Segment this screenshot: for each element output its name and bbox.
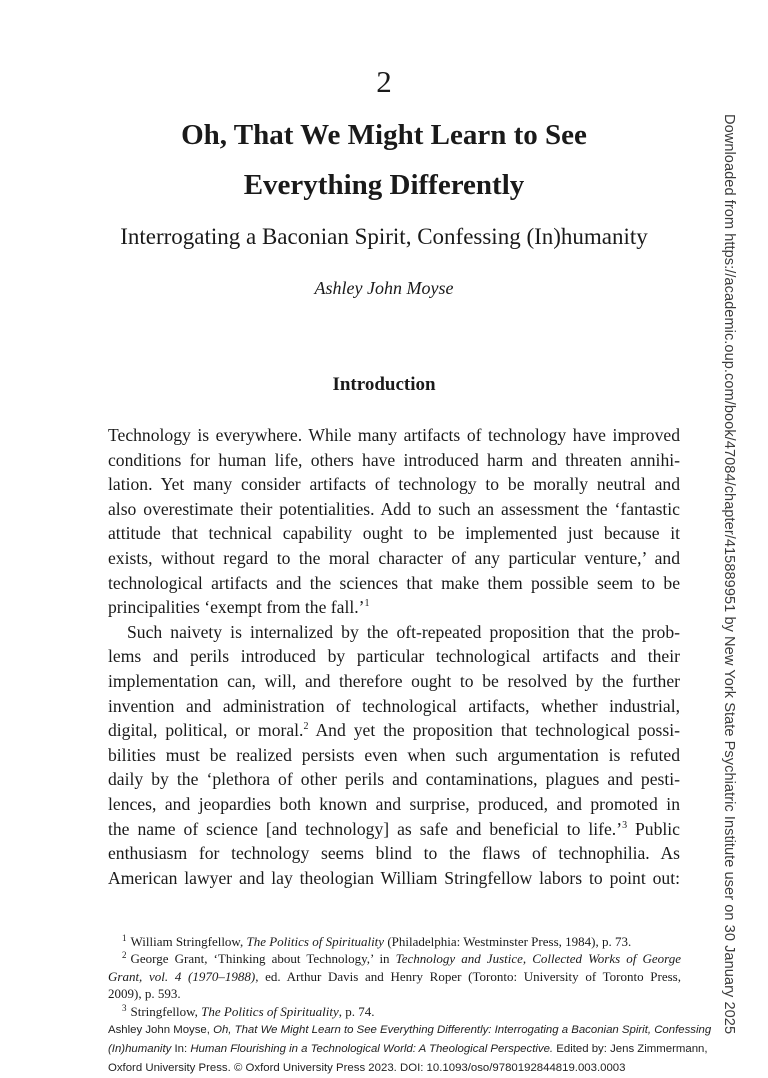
footnote-2-continued: Grant, vol. 4 (1970–1988), ed. Arthur Davis and Henry Roper (Toronto: University of Toronto Press,: [108, 968, 681, 984]
paragraph-line: digital, political, or moral.$^2$ And yet the proposition that technological possi-: [108, 720, 680, 741]
footnote-3: $^3$ Stringfellow, The Politics of Spirituality, p. 74.: [122, 1002, 375, 1019]
paragraph-line: lems and perils introduced by particular technological artifacts and their: [108, 646, 680, 667]
paragraph-line: Such naivety is internalized by the oft-repeated proposition that the prob-: [127, 621, 680, 642]
section-heading: Introduction: [332, 374, 436, 395]
body-text: [108, 423, 680, 890]
footnotes: [108, 933, 681, 1020]
paragraph-line: the name of science [and technology] as safe and beneficial to life.’$^3$ Public: [108, 818, 680, 839]
paragraph-line: also overestimate their potentialities. Add to such an assessment the ‘fantastic: [108, 498, 680, 519]
chapter-subtitle: Interrogating a Baconian Spirit, Confessing (In)humanity: [120, 224, 648, 249]
paragraph-1: [108, 423, 680, 620]
paragraph-line: implementation can, will, and therefore ought to be resolved by the further: [108, 670, 680, 691]
citation-line-3: Oxford University Press. © Oxford University Press 2023. DOI: 10.1093/oso/9780192844819.003.0003: [108, 1062, 626, 1074]
citation-line-1: Ashley John Moyse, Oh, That We Might Learn to See Everything Differently: Interrogating a Baconian Spirit, Confessing: [108, 1024, 712, 1036]
paragraph-line: attitude that technical capability ought to be implemented just because it: [108, 523, 680, 544]
footnote-1: $^1$ William Stringfellow, The Politics of Spirituality (Philadelphia: Westminster Press, 1984), p. 73.: [122, 933, 632, 949]
paragraph-line: American lawyer and lay theologian William Stringfellow labors to point out:: [108, 867, 680, 888]
chapter-title-line-2: Everything Differently: [243, 169, 525, 201]
citation-block: [108, 1021, 712, 1078]
citation-line-2: (In)humanity In: Human Flourishing in a Technological World: A Theological Perspective. Edited by: Jens Zimmermann,: [108, 1043, 708, 1055]
paragraph-2: [108, 620, 680, 891]
footnote-ref-3[interactable]: 3: [622, 819, 628, 831]
chapter-author: Ashley John Moyse: [314, 278, 454, 298]
paragraph-line: lation. Yet many consider artifacts of technology to be morally neutral and: [108, 474, 680, 495]
footnote-2: $^2$ George Grant, ‘Thinking about Technology,’ in Technology and Justice, Collected Works of George: [122, 950, 681, 967]
paragraph-line: enthusiasm for technology seems blind to the flaws of technophilia. As: [108, 843, 680, 864]
paragraph-line: lences, and jeopardies both known and surprise, produced, and promoted in: [108, 793, 680, 814]
paragraph-line: invention and administration of technological artifacts, whether industrial,: [108, 695, 680, 716]
paragraph-line: exists, without regard to the moral character of any particular venture,’ and: [108, 547, 680, 568]
paragraph-line: daily by the ‘plethora of other perils and contaminations, plagues and pesti-: [108, 769, 680, 790]
paragraph-line: bilities must be realized persists even when such argumentation is refuted: [108, 744, 680, 765]
chapter-title-line-1: Oh, That We Might Learn to See: [181, 119, 587, 151]
footnote-ref-1[interactable]: 1: [364, 598, 370, 610]
paragraph-line: Technology is everywhere. While many artifacts of technology have improved: [108, 425, 680, 445]
download-watermark: Downloaded from https://academic.oup.com/book/47084/chapter/415889951 by New York State Psychiatric Institute user on 30 January 2025: [721, 114, 737, 1035]
paragraph-line: technological artifacts and the sciences that make them possible seem to be: [108, 572, 680, 593]
footnote-ref-2[interactable]: 2: [303, 721, 309, 733]
chapter-number: 2: [376, 64, 392, 99]
paragraph-line: principalities ‘exempt from the fall.’$^1$: [108, 597, 370, 618]
paragraph-line: conditions for human life, others have introduced harm and threaten annihi-: [108, 449, 680, 470]
footnote-2-end: 2009), p. 593.: [108, 986, 181, 1002]
